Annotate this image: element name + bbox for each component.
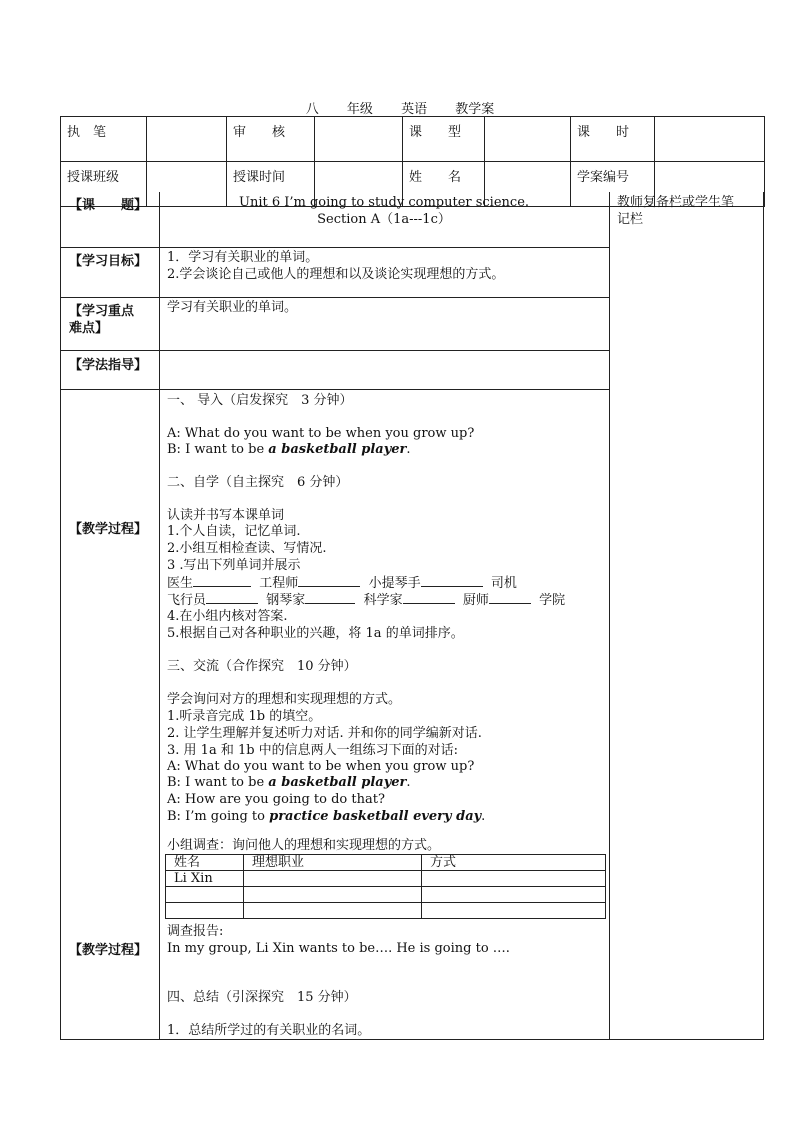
word-label: 科学家 [363, 593, 403, 608]
word-label: 学院 [539, 593, 566, 608]
step-item: 3 .写出下列单词并展示 [167, 558, 301, 573]
word-label: 司机 [490, 576, 517, 591]
word-label: 飞行员 [167, 593, 207, 608]
header-cell: 课 时 [571, 117, 655, 162]
step-item: 1．总结所学过的有关职业的名词。 [167, 1023, 371, 1038]
dialog-line: A: What do you want to be when you grow up? [167, 426, 475, 441]
topic-line-1: Unit 6 I’m going to study computer science. [238, 195, 530, 210]
focus-label: 【学习重点 [69, 304, 135, 319]
section-3-title: 三、交流（合作探究 10 分钟） [167, 659, 357, 674]
process-label: 【教学过程】 [69, 522, 148, 537]
dialog-emphasis: a basketball player [268, 442, 407, 457]
header-cell: 课 型 [403, 117, 485, 162]
title-doc: 教学案 [455, 102, 495, 117]
section-2-intro: 认读并书写本课单词 [167, 508, 285, 523]
survey-cell[interactable] [422, 871, 606, 887]
step-item: 5.根据自己对各种职业的兴趣，将 1a 的单词排序。 [167, 626, 464, 641]
header-value[interactable] [315, 117, 403, 162]
answer-blank[interactable] [193, 574, 251, 587]
topic-line-2: Section A（1a---1c） [317, 212, 451, 227]
survey-table [165, 854, 606, 919]
step-item: 1.听录音完成 1b 的填空。 [167, 709, 322, 724]
survey-title: 小组调查：询问他人的理想和实现理想的方式。 [167, 838, 441, 853]
step-item: 2. 让学生理解并复述听力对话. 并和你的同学编新对话. [167, 726, 482, 741]
step-item: 1.个人自读，记忆单词. [167, 524, 301, 539]
dialog-text: B: I want to be [167, 442, 269, 457]
survey-cell[interactable] [422, 903, 606, 919]
dialog-text: . [406, 775, 411, 790]
survey-row [166, 871, 606, 887]
dialog-line [167, 808, 485, 825]
section-2-title: 二、自学（自主探究 6 分钟） [167, 475, 349, 490]
dialog-emphasis: a basketball player [268, 775, 407, 790]
header-value[interactable] [485, 117, 571, 162]
answer-blank[interactable] [489, 591, 531, 604]
word-blank-line [167, 591, 565, 609]
goals-label: 【学习目标】 [69, 254, 148, 269]
dialog-line [167, 774, 411, 791]
header-cell: 姓 名 [403, 162, 485, 207]
lesson-body [60, 192, 764, 1040]
header-value[interactable] [147, 117, 227, 162]
section-3-intro: 学会询问对方的理想和实现理想的方式。 [167, 692, 402, 707]
answer-blank[interactable] [206, 591, 258, 604]
row-divider [61, 247, 609, 248]
survey-cell[interactable] [244, 871, 422, 887]
header-value[interactable] [655, 117, 765, 162]
dialog-line: A: What do you want to be when you grow up? [167, 759, 475, 774]
page-title [0, 98, 800, 117]
focus-text: 学习有关职业的单词。 [167, 300, 298, 315]
title-subject: 英语 [401, 102, 428, 117]
step-item: 2.小组互相检查读、写情况. [167, 541, 327, 556]
survey-header: 理想职业 [244, 855, 422, 871]
process-label-2: 【教学过程】 [69, 943, 148, 958]
dialog-text: B: I want to be [167, 775, 269, 790]
report-label: 调查报告: [167, 924, 224, 939]
survey-header: 方式 [422, 855, 606, 871]
title-grade-suffix: 年级 [346, 102, 373, 117]
answer-blank[interactable] [305, 591, 355, 604]
notes-column-divider [609, 192, 610, 1039]
dialog-line: A: How are you going to do that? [167, 792, 385, 807]
survey-header: 姓名 [166, 855, 244, 871]
header-cell: 授课班级 [61, 162, 147, 207]
row-divider [61, 350, 609, 351]
dialog-text: . [481, 809, 486, 824]
answer-blank[interactable] [403, 591, 455, 604]
word-label: 厨师 [462, 593, 489, 608]
header-cell: 授课时间 [227, 162, 315, 207]
dialog-text: B: I’m going to [167, 809, 270, 824]
topic-label: 【课 题】 [69, 198, 148, 213]
header-row [61, 117, 765, 162]
step-item: 4.在小组内核对答案. [167, 609, 288, 624]
word-label: 小提琴手 [368, 576, 421, 591]
survey-cell[interactable] [244, 903, 422, 919]
answer-blank[interactable] [298, 574, 360, 587]
method-label: 【学法指导】 [69, 358, 148, 373]
goal-item: 1．学习有关职业的单词。 [167, 250, 319, 265]
survey-cell[interactable] [166, 903, 244, 919]
survey-cell[interactable] [244, 887, 422, 903]
survey-row [166, 887, 606, 903]
survey-row [166, 903, 606, 919]
word-blank-line [167, 574, 517, 592]
answer-blank[interactable] [421, 574, 483, 587]
header-cell: 审 核 [227, 117, 315, 162]
word-label: 钢琴家 [266, 593, 306, 608]
dialog-line [167, 441, 411, 458]
title-grade: 八 [305, 102, 319, 117]
report-text: In my group, Li Xin wants to be…. He is going to …. [167, 941, 510, 956]
section-4-title: 四、总结（引深探究 15 分钟） [167, 990, 357, 1005]
dialog-emphasis: practice basketball every day [269, 809, 482, 824]
label-column-divider [159, 192, 160, 1039]
word-label: 工程师 [259, 576, 299, 591]
header-cell: 执 笔 [61, 117, 147, 162]
step-item: 3. 用 1a 和 1b 中的信息两人一组练习下面的对话: [167, 743, 459, 758]
goal-item: 2.学会谈论自己或他人的理想和以及谈论实现理想的方式。 [167, 267, 505, 282]
row-divider [61, 297, 609, 298]
survey-header-row [166, 855, 606, 871]
dialog-text: . [406, 442, 411, 457]
section-1-title: 一、 导入（启发探究 3 分钟） [167, 393, 353, 408]
header-cell: 学案编号 [571, 162, 655, 207]
word-label: 医生 [167, 576, 194, 591]
row-divider [61, 389, 609, 390]
survey-cell[interactable] [166, 887, 244, 903]
survey-cell[interactable]: Li Xin [166, 871, 244, 887]
survey-cell[interactable] [422, 887, 606, 903]
notes-column-title: 教师复备栏或学生笔记栏 [617, 195, 735, 227]
focus-label-2: 难点】 [69, 321, 109, 336]
